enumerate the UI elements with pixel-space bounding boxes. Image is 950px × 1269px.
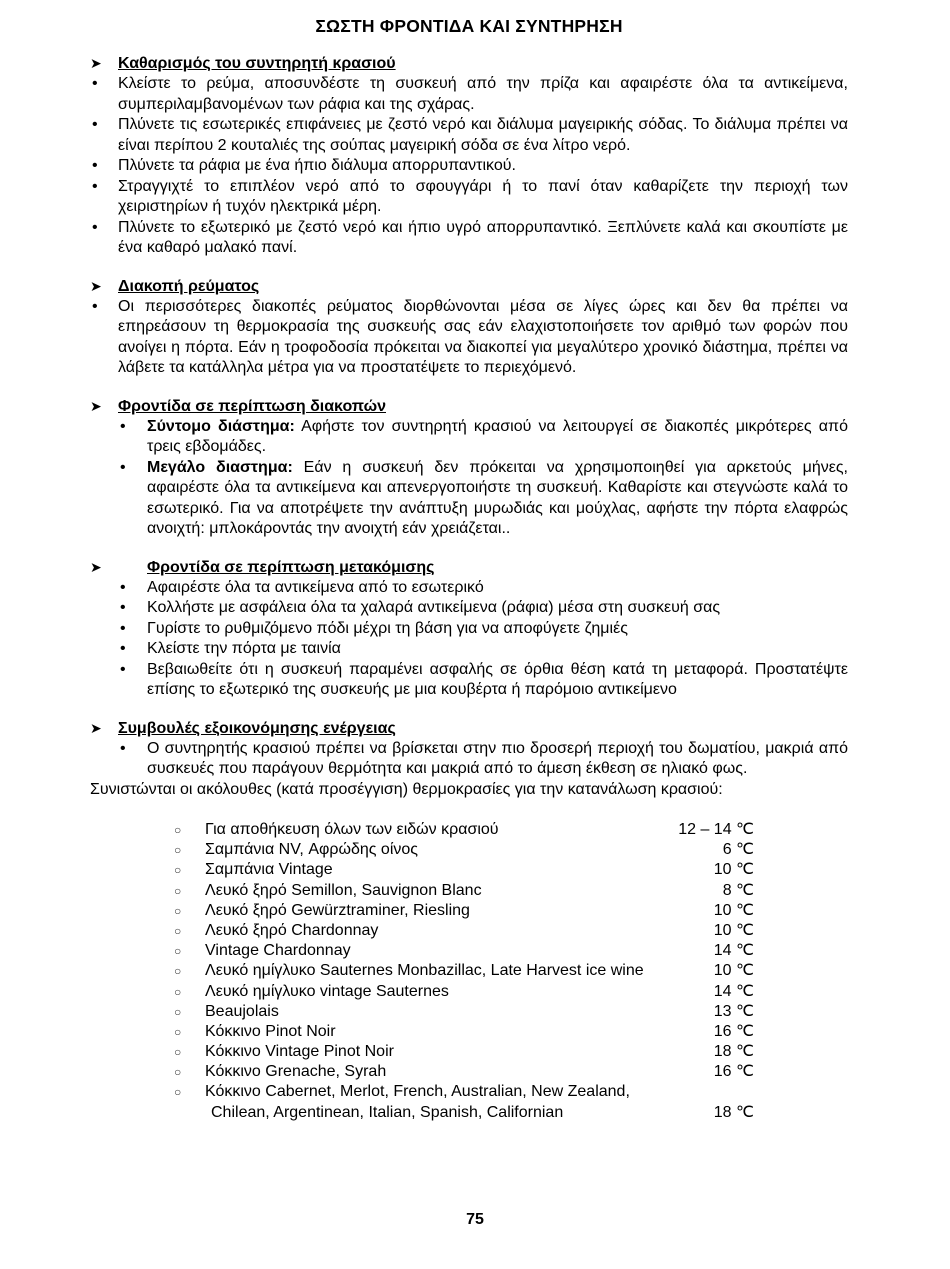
circle-icon: ○: [174, 1004, 182, 1019]
list-item: ○ Κόκκινο Pinot Noir 16 ℃: [174, 1022, 754, 1042]
list-item: • Σύντομο διάστημα: Αφήστε τον συντηρητή κρασιού να λειτουργεί σε διακοπές μικρότερες από τρεις εβδομάδες.: [120, 417, 848, 455]
section-heading: ➤ Διακοπή ρεύματος: [90, 277, 260, 295]
bullet-icon: •: [92, 75, 98, 92]
arrow-right-icon: ➤: [90, 558, 102, 575]
bullet-icon: •: [120, 417, 126, 435]
list-item: ○ Σαμπάνια Vintage 10 ℃: [174, 860, 754, 880]
circle-icon: ○: [174, 823, 182, 837]
list-item: • Βεβαιωθείτε ότι η συσκευή παραμένει ασφαλής σε όρθια θέση κατά τη μεταφορά. Προστατέψτε επίσης το εξωτερικό της συσκευής με μια κουβέρτα ή παρόμοιο αντικείμενο: [120, 660, 848, 698]
bullet-icon: •: [92, 116, 98, 133]
bullet-icon: •: [92, 297, 98, 315]
list-item: • Στραγγιχτέ το επιπλέον νερό από το σφουγγάρι ή το πανί όταν καθαρίζετε την περιοχή των χειριστηρίων ή τυχόν ηλεκτρικά μέρη.: [92, 177, 848, 215]
section-heading: ➤ Φροντίδα σε περίπτωση διακοπών: [90, 397, 386, 415]
arrow-right-icon: ➤: [90, 397, 102, 414]
temperature-intro: Συνιστώνται οι ακόλουθες (κατά προσέγγιση) θερμοκρασίες για την κατανάλωση κρασιού:: [90, 780, 723, 798]
section-vacation: [90, 396, 848, 540]
section-heading: ➤ Καθαρισμός του συντηρητή κρασιού: [90, 55, 396, 72]
list-item: • Πλύνετε τα ράφια με ένα ήπιο διάλυμα απορρυπαντικού.: [90, 156, 848, 177]
bullet-icon: •: [120, 660, 126, 678]
list-item: ○ Beaujolais 13 ℃: [174, 1002, 754, 1022]
list-item: ○ Για αποθήκευση όλων των ειδών κρασιού 12 – 14 ℃: [174, 820, 754, 840]
list-item: • Πλύνετε το εξωτερικό με ζεστό νερό και ήπιο υγρό απορρυπαντικό. Ξεπλύνετε καλά και σκουπίστε με ένα καθαρό μαλακό πανί.: [92, 218, 848, 256]
bullet-icon: •: [120, 739, 126, 757]
list-item: ○ Κόκκινο Cabernet, Merlot, French, Australian, New Zealand, Chilean, Argentinean, Italian, Spanish, Californian 18 ℃: [174, 1083, 754, 1121]
list-item: • Μεγάλο διαστημα: Εάν η συσκευή δεν πρόκειται να χρησιμοποιηθεί για αρκετούς μήνες, αφαιρέστε όλα τα αντικείμενα και απενεργοποιήστε τη συσκευή. Καθαρίστε και στεγνώστε καλά το εσωτερικό. Για να αποτρέψετε την ανάπτυξη μυρωδιάς και μούχλας, αφήστε την πόρτα ελαφρώς ανοιχτή: μπλοκάροντάς την ανοιχτή εάν χρειάζεται..: [120, 458, 849, 537]
circle-icon: ○: [174, 964, 182, 979]
list-item: ○ Κόκκινο Vintage Pinot Noir 18 ℃: [174, 1042, 754, 1062]
arrow-right-icon: ➤: [90, 277, 102, 294]
document-page: [90, 16, 848, 1123]
list-item: • Γυρίστε το ρυθμιζόμενο πόδι μέχρι τη βάση για να αποφύγετε ζημιές: [90, 619, 848, 640]
list-item: ○ Λευκό ξηρό Chardonnay 10 ℃: [174, 921, 754, 941]
circle-icon: ○: [174, 863, 182, 878]
circle-icon: ○: [174, 1065, 182, 1080]
arrow-right-icon: ➤: [90, 55, 102, 71]
bullet-icon: •: [120, 578, 126, 596]
list-item: • Οι περισσότερες διακοπές ρεύματος διορθώνονται μέσα σε λίγες ώρες και δεν θα πρέπει να επηρεάσουν τη θερμοκρασία της συσκευής σας εάν ελαχιστοποιήσετε τον αριθμό των φορών που ανοίγει η πόρτα. Εάν η τροφοδοσία πρόκειται να διακοπεί για μεγαλύτερο χρονικό διάστημα, πρέπει να λάβετε τα κατάλληλα μέτρα για να προστατέψετε το περιεχόμενό.: [92, 297, 848, 376]
section-heading: ➤ Συμβουλές εξοικονόμησης ενέργειας: [90, 719, 396, 737]
list-item: • Κλείστε την πόρτα με ταινία: [90, 639, 848, 660]
bullet-icon: •: [92, 157, 98, 174]
circle-icon: ○: [174, 1024, 182, 1039]
section-energy: [90, 718, 848, 801]
circle-icon: ○: [174, 843, 182, 858]
list-item: ○ Σαμπάνια NV, Αφρώδης οίνος 6 ℃: [174, 840, 754, 860]
bullet-icon: •: [92, 177, 98, 195]
list-item: • Πλύνετε τις εσωτερικές επιφάνειες με ζεστό νερό και διάλυμα μαγειρικής σόδας. Το διάλυμα πρέπει να είναι περίπου 2 κουταλιές της σούπας μαγειρική σόδα σε ένα λίτρο νερό.: [92, 116, 848, 154]
circle-icon: ○: [174, 1045, 182, 1060]
bullet-icon: •: [92, 218, 98, 236]
list-item: • Κλείστε το ρεύμα, αποσυνδέστε τη συσκευή από την πρίζα και αφαιρέστε όλα τα αντικείμενα, συμπεριλαμβανομένων των ράφια και της σχάρας.: [92, 75, 848, 113]
circle-icon: ○: [174, 944, 182, 959]
circle-icon: ○: [174, 903, 182, 918]
page-number: 75: [466, 1211, 484, 1228]
circle-icon: ○: [174, 1085, 182, 1100]
bullet-icon: •: [120, 458, 126, 476]
temperature-list: [174, 820, 754, 1123]
list-item: ○ Λευκό ημίγλυκο vintage Sauternes 14 ℃: [174, 982, 754, 1002]
list-item: • Ο συντηρητής κρασιού πρέπει να βρίσκεται στην πιο δροσερή περιοχή του δωματίου, μακριά από συσκευές που παράγουν θερμότητα και μακριά από το άμεση έκθεση σε ηλιακό φως.: [120, 739, 848, 777]
list-item: ○ Vintage Chardonnay 14 ℃: [174, 941, 754, 961]
arrow-right-icon: ➤: [90, 719, 102, 736]
bullet-icon: •: [120, 599, 126, 616]
bullet-icon: •: [120, 640, 126, 657]
circle-icon: ○: [174, 923, 182, 938]
circle-icon: ○: [174, 883, 182, 898]
list-item: ○ Λευκό ξηρό Semillon, Sauvignon Blanc 8 ℃: [174, 881, 754, 901]
list-item: ○ Λευκό ημίγλυκο Sauternes Monbazillac, Late Harvest ice wine 10 ℃: [174, 961, 754, 981]
section-heading: ➤ Φροντίδα σε περίπτωση μετακόμισης: [90, 558, 435, 576]
section-cleaning: [90, 53, 848, 259]
list-item: • Κολλήστε με ασφάλεια όλα τα χαλαρά αντικείμενα (ράφια) μέσα στη συσκευή σας: [90, 598, 848, 619]
bullet-icon: •: [120, 619, 126, 637]
list-item: ○ Κόκκινο Grenache, Syrah 16 ℃: [174, 1062, 754, 1082]
circle-icon: ○: [174, 984, 182, 999]
section-power-outage: [90, 276, 848, 379]
page-title: ΣΩΣΤΗ ΦΡΟΝΤΙΔΑ ΚΑΙ ΣΥΝΤΗΡΗΣΗ: [315, 16, 623, 36]
list-item: ○ Λευκό ξηρό Gewürztraminer, Riesling 10 ℃: [174, 901, 754, 921]
section-moving: [90, 557, 848, 701]
list-item: • Αφαιρέστε όλα τα αντικείμενα από το εσωτερικό: [90, 578, 848, 599]
